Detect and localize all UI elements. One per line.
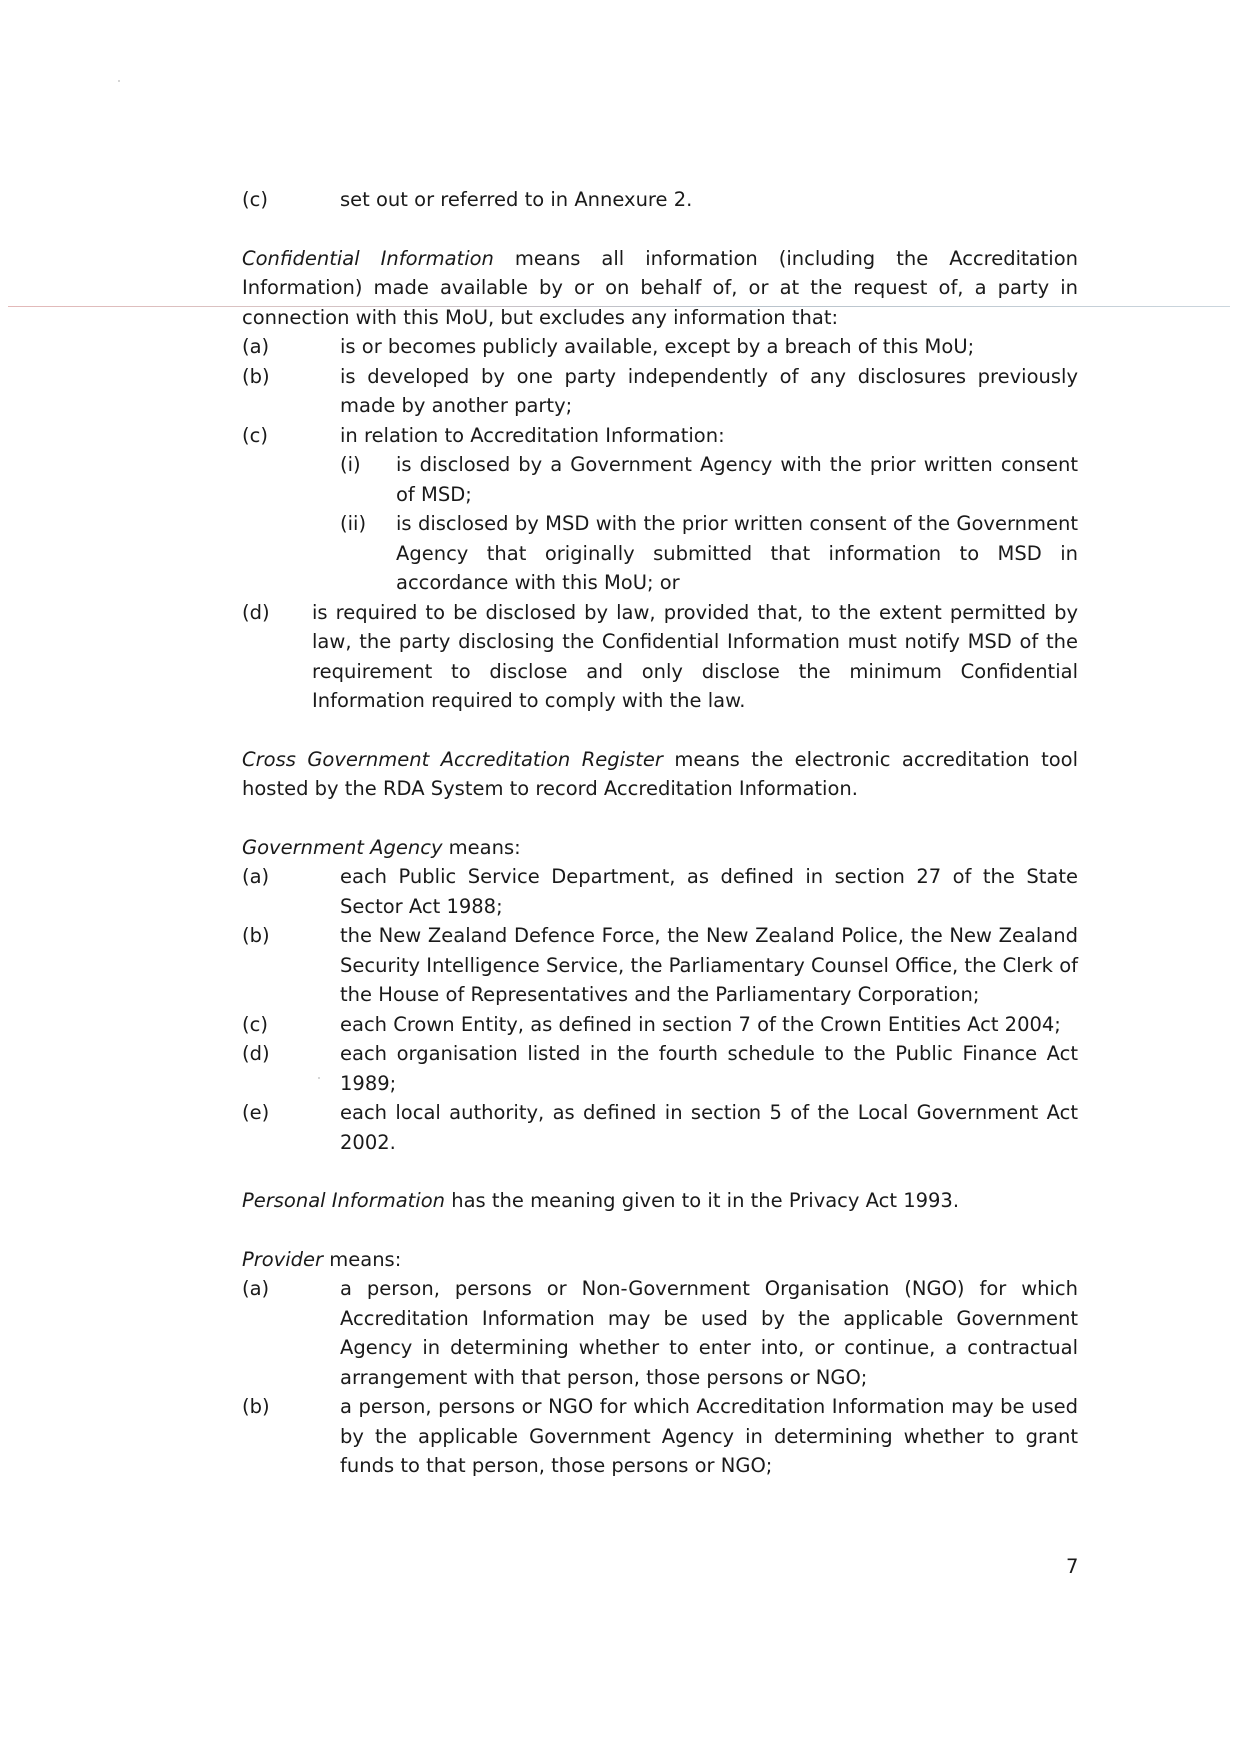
document-body [242, 185, 1078, 1481]
list-item [242, 332, 1078, 362]
list-item [242, 1098, 1078, 1157]
list-item [242, 1010, 1078, 1040]
sub-item-text: is disclosed by MSD with the prior written consent of the Government Agency that originally submitted that information to MSD in accordance with this MoU; or [396, 512, 1078, 594]
list-item [242, 362, 1078, 421]
defined-term: Provider [242, 1247, 324, 1271]
definition-government-agency [242, 833, 1078, 863]
item-text: is developed by one party independently of any disclosures previously made by another party; [340, 364, 1078, 417]
definition-provider [242, 1245, 1078, 1275]
item-text: a person, persons or NGO for which Accreditation Information may be used by the applicable Government Agency in determining whether to grant funds to that person, those persons or NGO; [340, 1395, 1078, 1477]
list-item [242, 1392, 1078, 1481]
defined-term: Personal Information [242, 1189, 446, 1212]
item-text: the New Zealand Defence Force, the New Zealand Police, the New Zealand Security Intelligence Service, the Parliamentary Counsel Office, the Clerk of the House of Representatives and the Parliamentary Corporation; [340, 924, 1078, 1006]
definition-text: means: [323, 1247, 402, 1271]
defined-term: Government Agency [242, 835, 443, 859]
item-label: (b) [242, 364, 270, 388]
item-text: each organisation listed in the fourth schedule to the Public Finance Act 1989; [340, 1042, 1078, 1095]
item-text: set out or referred to in Annexure 2. [340, 188, 693, 211]
item-label: (a) [242, 335, 270, 358]
sub-list-item [340, 509, 1078, 598]
sub-item-label: (ii) [340, 512, 367, 535]
sub-item-label: (i) [340, 453, 361, 476]
item-label: (e) [242, 1101, 270, 1124]
item-label: (c) [242, 423, 268, 447]
item-label: (b) [242, 924, 270, 947]
item-text: a person, persons or Non-Government Organisation (NGO) for which Accreditation Information may be used by the applicable Government Agency in determining whether to enter into, or continue, a contractual arrangement with that person, those persons or NGO; [340, 1277, 1078, 1389]
item-label: (a) [242, 865, 270, 888]
item-text: each Public Service Department, as defined in section 27 of the State Sector Act 1988; [340, 865, 1078, 918]
item-text: is required to be disclosed by law, provided that, to the extent permitted by law, the party disclosing the Confidential Information must notify MSD of the requirement to disclose and only disclose the minimum Confidential Information required to comply with the law. [312, 600, 1078, 712]
list-item [242, 1039, 1078, 1098]
list-item [242, 598, 1078, 716]
definition-personal-information [242, 1186, 1078, 1216]
definition-text: means all information (including the Accreditation Information) made available by or on behalf of, or at the request of, a party in connection with this MoU, but excludes any information that: [242, 246, 1078, 329]
list-item [242, 862, 1078, 921]
item-label: (c) [242, 1012, 268, 1036]
definition-text: means the electronic accreditation tool hosted by the RDA System to record Accreditation Information. [242, 747, 1078, 800]
list-item [242, 185, 1078, 215]
definition-text: means: [442, 835, 521, 859]
list-item [242, 421, 1078, 451]
item-label: (a) [242, 1277, 270, 1300]
definition-confidential-information [242, 244, 1078, 333]
item-label: (b) [242, 1395, 270, 1418]
page-number: 7 [1066, 1555, 1079, 1578]
defined-term: Cross Government Accreditation Register [242, 747, 663, 771]
item-label: (d) [242, 1042, 270, 1065]
scan-speck [118, 80, 120, 82]
item-text: each local authority, as defined in section 5 of the Local Government Act 2002. [340, 1101, 1078, 1154]
sub-list-item [340, 450, 1078, 509]
item-text: in relation to Accreditation Information: [340, 423, 725, 447]
list-item [242, 921, 1078, 1010]
item-label: (c) [242, 188, 268, 211]
list-item [242, 1274, 1078, 1392]
item-text: is or becomes publicly available, except by a breach of this MoU; [340, 335, 975, 358]
definition-text: has the meaning given to it in the Privacy Act 1993. [445, 1189, 960, 1212]
definition-cross-government-register [242, 745, 1078, 804]
defined-term: Confidential Information [242, 246, 494, 270]
item-label: (d) [242, 600, 270, 624]
sub-item-text: is disclosed by a Government Agency with the prior written consent of MSD; [396, 453, 1078, 506]
item-text: each Crown Entity, as defined in section 7 of the Crown Entities Act 2004; [340, 1012, 1061, 1036]
